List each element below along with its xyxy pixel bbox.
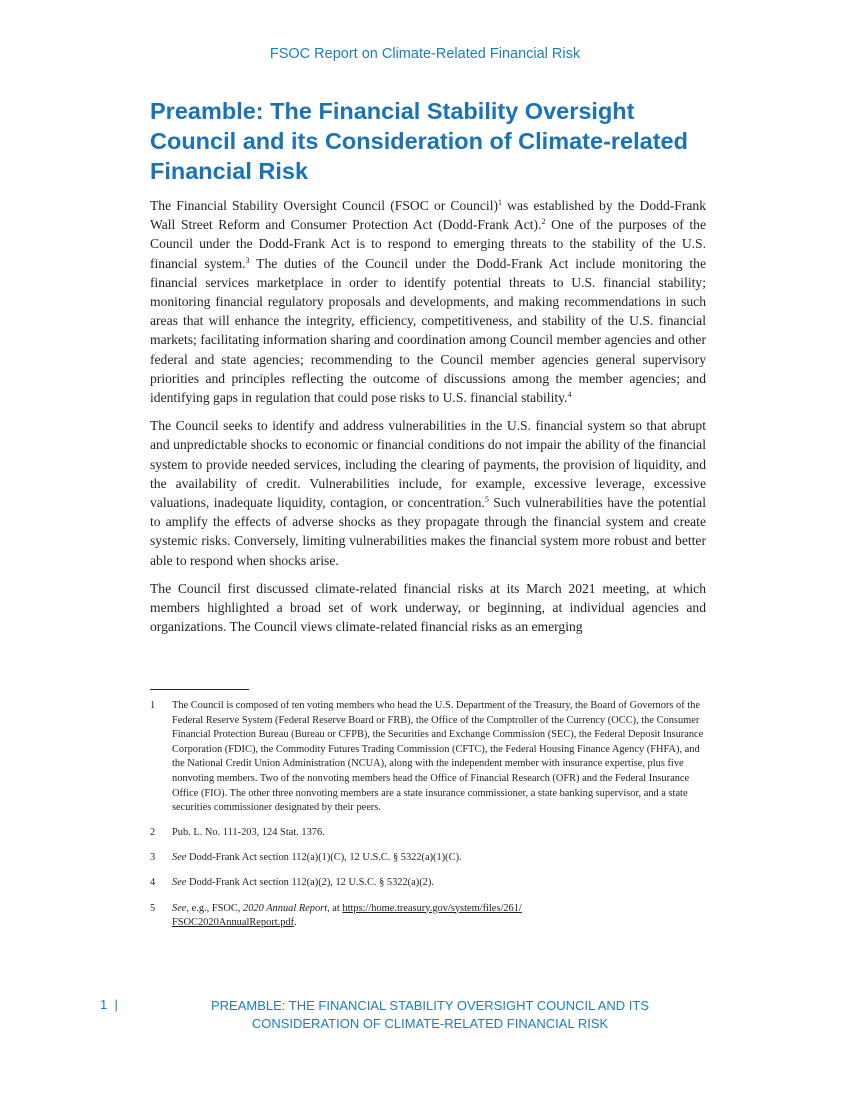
running-footer [180,997,680,1033]
footer-line-1: PREAMBLE: THE FINANCIAL STABILITY OVERSIGHT COUNCIL AND ITS [210,998,649,1013]
footnote-ref-4[interactable]: 4 [567,390,572,400]
footnote-number: 5 [150,902,156,914]
text-run: One of the purposes of the Council under the Dodd-Frank Act is to respond to emerging threats to the stability of the U.S. financial system. [150,217,706,271]
footnote-divider [150,689,249,690]
footnote-2 [150,826,706,841]
text-run: , at [327,902,343,914]
text-run: Dodd-Frank Act section 112(a)(2), 12 U.S.C. § 5322(a)(2). [186,877,434,889]
footnote-text [172,902,706,931]
footnote-4 [150,876,706,891]
footnote-number: 3 [150,852,156,864]
footnote-5 [150,902,706,931]
link-line-1: https://home.treasury.gov/system/files/261/ [342,902,522,914]
footnote-text [172,851,706,866]
footnote-text [172,876,706,891]
footnote-text: Pub. L. No. 111-203, 124 Stat. 1376. [172,827,325,839]
page-number [100,997,118,1012]
body-text [150,196,706,645]
see-signal: See [172,877,187,889]
report-title: 2020 Annual Report [243,902,328,914]
see-signal: See [172,902,187,914]
text-run: , e.g., FSOC, [186,902,244,914]
footnote-number: 1 [150,700,156,711]
paragraph-1 [150,196,706,407]
section-title: Preamble: The Financial Stability Oversight Council and its Consideration of Climate-related Financial Risk [150,98,688,184]
page-separator: | [114,997,118,1012]
paragraph-3: The Council first discussed climate-related financial risks at its March 2021 meeting, at which members highlighted a broad set of work underway, or beginning, at individual agencies and organizations. The Council views climate-related financial risks as an emerging [150,580,706,635]
text-run: The Financial Stability Oversight Council (FSOC or Council) [150,198,498,213]
link-line-2: FSOC2020AnnualReport.pdf [172,917,295,929]
footnote-3 [150,851,706,866]
footnotes [150,699,706,941]
text-run: Such vulnerabilities have the potential to amplify the effects of adverse shocks as they propagate through the financial system and create systemic risks. Conversely, limiting vulnerabilities makes the financial system more robust and better able to respond when shocks arise. [150,495,706,568]
running-header: FSOC Report on Climate-Related Financial Risk [269,46,581,62]
footnote-number: 4 [150,877,156,889]
text-run: . [294,917,297,929]
footnote-ref-3[interactable]: 3 [245,255,250,265]
text-run: Dodd-Frank Act section 112(a)(1)(C), 12 U.S.C. § 5322(a)(1)(C). [186,852,462,864]
text-run: The Council seeks to identify and address vulnerabilities in the U.S. financial system so that abrupt and unpredictable shocks to economic or financial conditions do not impair the ability of the financial system to provide needed services, including the clearing of payments, the provision of liquidity, and the availability of credit. Vulnerabilities include, for example, excessive leverage, excessive valuations, inadequate liquidity, contagion, or concentration. [150,418,706,511]
footer-line-2: CONSIDERATION OF CLIMATE-RELATED FINANCIAL RISK [251,1016,609,1031]
footnote-ref-1[interactable]: 1 [498,198,502,207]
footnote-number: 2 [150,827,156,839]
footnote-text: The Council is composed of ten voting members who head the U.S. Department of the Treasury, the Board of Governors of the Federal Reserve System (Federal Reserve Board or FRB), the Office of the Comptroller of the Currency (OCC), the Consumer Financial Protection Bureau (Bureau or CFPB), the Securities and Exchange Commission (SEC), the Federal Deposit Insurance Corporation (FDIC), the Commodity Futures Trading Commission (CFTC), the Federal Housing Finance Agency (FHFA), and the National Credit Union Administration (NCUA), along with the independent member with insurance expertise, plus five nonvoting members. Two of the nonvoting members head the Office of Financial Research (OFR) and the Federal Insurance Office (FIO). The other three nonvoting members are a state insurance commissioner, a state banking supervisor, and a state securities commissioner designated by their peers. [172,700,704,814]
footnote-1 [150,699,706,816]
page-number-value: 1 [100,997,108,1012]
text-run: The duties of the Council under the Dodd-Frank Act include monitoring the financial services marketplace in order to identify potential threats to U.S. financial stability; monitoring financial regulatory proposals and developments, and making recommendations in such areas that will enhance the integrity, efficiency, competitiveness, and stability of the U.S. financial markets; facilitating information sharing and coordination among Council member agencies and other federal and state agencies; recommending to the Council member agencies general supervisory priorities and principles reflecting the outcome of discussions among the member agencies; and identifying gaps in regulation that could pose risks to U.S. financial stability. [150,255,706,406]
footnote-ref-2[interactable]: 2 [541,217,546,227]
footnote-ref-5[interactable]: 5 [484,495,489,505]
text-run: was established by the Dodd-Frank Wall Street Reform and Consumer Protection Act (Dodd-Frank Act). [150,198,706,233]
see-signal: See [172,852,187,864]
paragraph-2 [150,416,706,570]
